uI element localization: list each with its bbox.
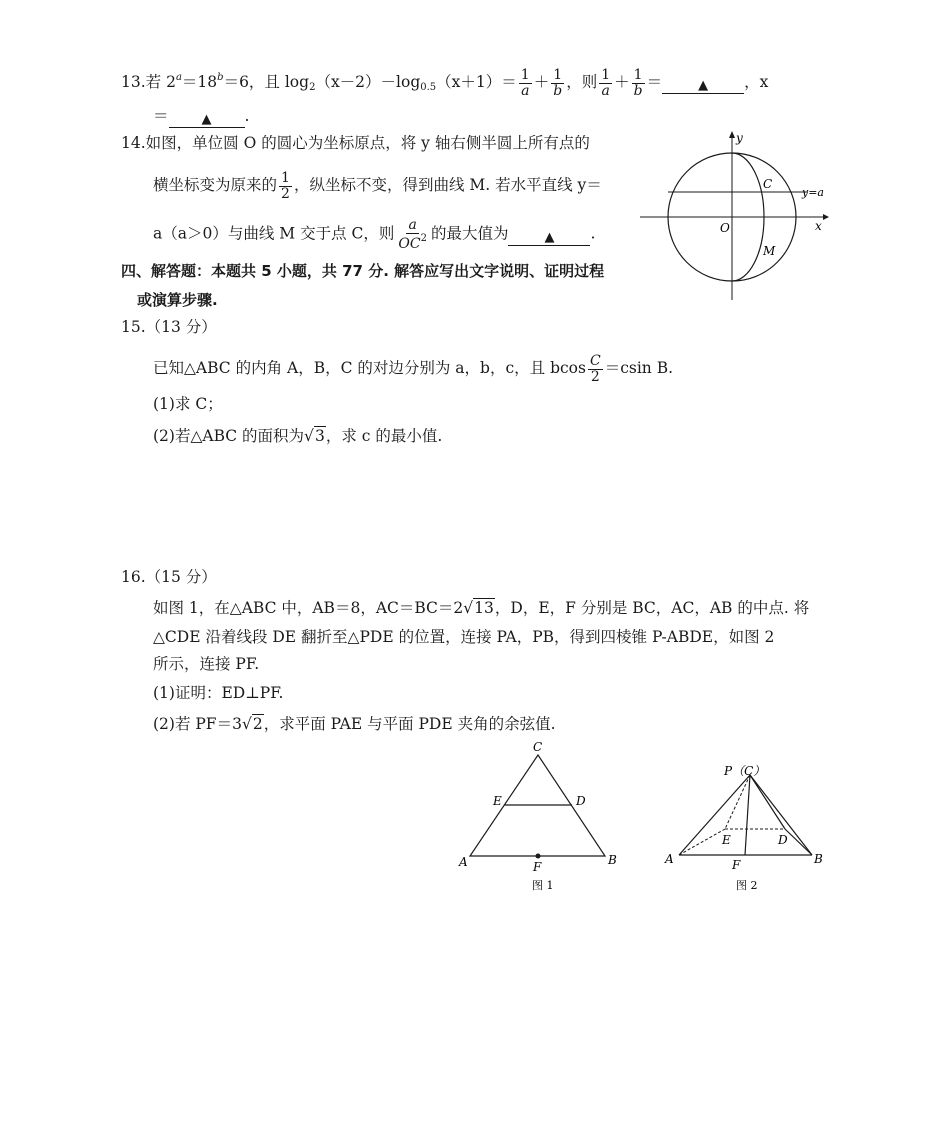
fig2-label-e: E bbox=[722, 833, 731, 847]
q13-number: 13. bbox=[121, 73, 146, 92]
fig1-label-e: E bbox=[493, 794, 502, 808]
q14-line2: 横坐标变为原来的 $\frac{1}{2}$ ，纵坐标不变，得到曲线 M. 若水平直线 y＝ bbox=[153, 170, 602, 202]
fig2-label-b: B bbox=[814, 852, 823, 866]
label-o: O bbox=[720, 221, 730, 235]
q16-line3: 所示，连接 PF. bbox=[153, 655, 260, 673]
q15-stem: 已知△ABC 的内角 A，B，C 的对边分别为 a，b，c，且 bcos $\frac{C}{2}$ ＝csin B. bbox=[153, 353, 674, 385]
fraction-1-over-b-2: $\frac{1}{b}$ bbox=[633, 67, 643, 99]
y-axis-arrow bbox=[729, 131, 735, 138]
edge-pa bbox=[679, 775, 750, 855]
x-axis-arrow bbox=[823, 214, 829, 220]
label-y: y bbox=[736, 131, 743, 145]
q14-unit-circle-figure bbox=[635, 128, 835, 306]
q15-part2: (2)若△ABC 的面积为√3，求 c 的最小值. bbox=[153, 427, 443, 445]
fraction-a-over-oc2: $\frac{a}{OC^2}$ bbox=[398, 217, 427, 252]
q14-line1: 14.如图，单位圆 O 的圆心为坐标原点，将 y 轴右侧半圆上所有点的 bbox=[121, 134, 590, 152]
fraction-one-half: $\frac{1}{2}$ bbox=[281, 170, 290, 202]
label-x: x bbox=[815, 219, 822, 233]
section4-line2: 或演算步骤. bbox=[137, 291, 218, 309]
answer-blank-2[interactable]: ▲ bbox=[169, 113, 245, 128]
fig2-label-a: A bbox=[665, 852, 674, 866]
q13-line2: ＝ ▲ . bbox=[153, 107, 250, 127]
fig1-label-c: C bbox=[533, 740, 543, 754]
fig1-label-a: A bbox=[459, 855, 468, 869]
fig2-label-d: D bbox=[778, 833, 788, 847]
fig2-caption: 图 2 bbox=[736, 879, 758, 892]
figure-2-pyramid bbox=[660, 758, 835, 896]
fraction-1-over-a-2: $\frac{1}{a}$ bbox=[601, 67, 611, 99]
label-m: M bbox=[763, 244, 776, 258]
edge-pe bbox=[725, 775, 750, 829]
q16-part1: (1)证明：ED⊥PF. bbox=[153, 684, 284, 702]
edge-pf bbox=[745, 775, 750, 855]
q13-line1: 13.若 $2^a=18^b=6$，且 $\log_2(x-2)-\log_{0.5}(x+1)=$ $\frac{1}{a}$ ＋ $\frac{1}{b}$ ，则 $\frac{1}{a}$ ＋ $\frac{1}{b}$ ＝ ▲ ，x bbox=[121, 67, 769, 99]
label-y-eq-a: y=a bbox=[802, 186, 824, 199]
fig1-label-d: D bbox=[576, 794, 586, 808]
figure-1-triangle bbox=[455, 738, 625, 896]
section4-line1: 四、解答题：本题共 5 小题，共 77 分. 解答应写出文字说明、证明过程 bbox=[121, 262, 605, 280]
fig1-label-f: F bbox=[533, 860, 542, 874]
q16-line2: △CDE 沿着线段 DE 翻折至△PDE 的位置，连接 PA，PB，得到四棱锥 P-ABDE，如图 2 bbox=[153, 628, 775, 646]
q15-head: 15.（13 分） bbox=[121, 318, 217, 336]
q15-part1: (1)求 C； bbox=[153, 395, 223, 413]
edge-db bbox=[785, 829, 812, 855]
fraction-1-over-b: $\frac{1}{b}$ bbox=[553, 67, 563, 99]
point-f bbox=[536, 854, 541, 859]
answer-blank-1[interactable]: ▲ bbox=[662, 79, 744, 94]
fig1-caption: 图 1 bbox=[532, 879, 554, 892]
fraction-1-over-a: $\frac{1}{a}$ bbox=[520, 67, 530, 99]
q16-part2: (2)若 PF＝3√2，求平面 PAE 与平面 PDE 夹角的余弦值. bbox=[153, 715, 556, 733]
q16-line1: 如图 1，在△ABC 中，AB＝8，AC＝BC＝2√13，D，E，F 分别是 BC，AC，AB 的中点. 将 bbox=[153, 599, 810, 617]
fraction-c-over-2: $\frac{C}{2}$ bbox=[589, 353, 601, 385]
answer-blank-3[interactable]: ▲ bbox=[508, 231, 590, 246]
q14-line3: a（a＞0）与曲线 M 交于点 C，则 $\frac{a}{OC^2}$ 的最大值为 ▲ . bbox=[153, 217, 596, 252]
edge-ae bbox=[679, 829, 725, 855]
fig1-label-b: B bbox=[608, 853, 617, 867]
q16-head: 16.（15 分） bbox=[121, 568, 217, 586]
fig2-label-f: F bbox=[732, 858, 741, 872]
label-c: C bbox=[763, 177, 773, 191]
fig2-label-p: P（C） bbox=[724, 764, 766, 778]
edge-pd bbox=[750, 775, 785, 829]
q14-number: 14. bbox=[121, 134, 146, 152]
